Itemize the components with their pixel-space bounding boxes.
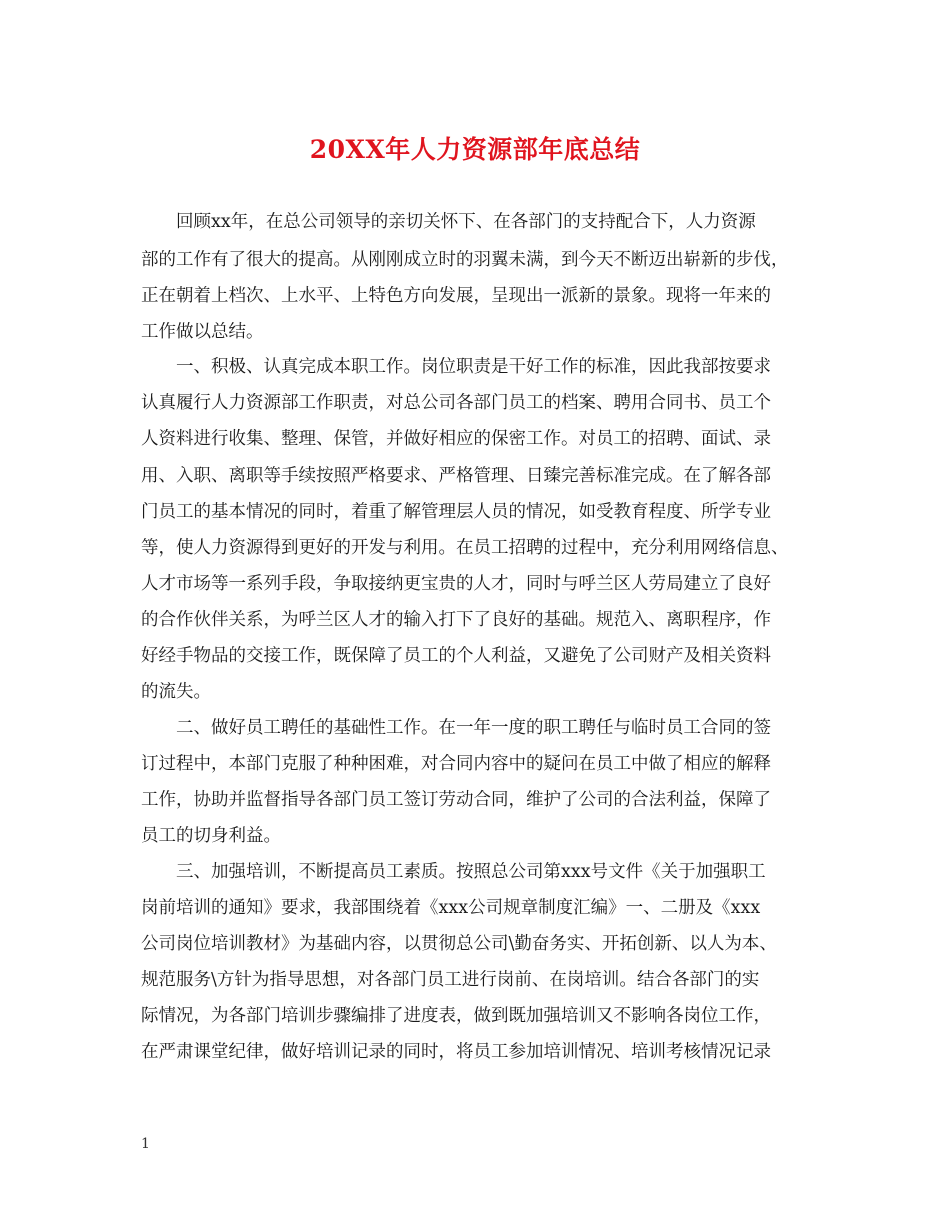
body-line: 在严肃课堂纪律，做好培训记录的同时，将员工参加培训情况、培训考核情况记录 xyxy=(141,1042,771,1062)
body-line: 员工的切身利益。 xyxy=(141,826,281,846)
body-line: 际情况，为各部门培训步骤编排了进度表，做到既加强培训又不影响各岗位工作， xyxy=(141,1006,771,1026)
body-line: 正在朝着上档次、上水平、上特色方向发展，呈现出一派新的景象。现将一年来的 xyxy=(141,286,771,306)
body-line: 好经手物品的交接工作，既保障了员工的个人利益，又避免了公司财产及相关资料 xyxy=(141,646,771,666)
body-line: 订过程中，本部门克服了种种困难，对合同内容中的疑问在员工中做了相应的解释 xyxy=(141,754,771,774)
body-line: 认真履行人力资源部工作职责，对总公司各部门员工的档案、聘用合同书、员工个 xyxy=(141,393,771,413)
body-line: 的流失。 xyxy=(141,682,211,702)
body-line: 工作，协助并监督指导各部门员工签订劳动合同，维护了公司的合法利益，保障了 xyxy=(141,790,771,810)
body-line: 工作做以总结。 xyxy=(141,322,264,342)
body-line: 公司岗位培训教材》为基础内容，以贯彻总公司\勤奋务实、开拓创新、以人为本、 xyxy=(141,934,777,954)
body-line: 人资料进行收集、整理、保管，并做好相应的保密工作。对员工的招聘、面试、录 xyxy=(141,429,771,449)
body-line: 部的工作有了很大的提高。从刚刚成立时的羽翼未满，到今天不断迈出崭新的步伐， xyxy=(141,250,789,270)
body-line: 等，使人力资源得到更好的开发与利用。在员工招聘的过程中，充分利用网络信息、 xyxy=(141,538,789,558)
body-line: 的合作伙伴关系，为呼兰区人才的输入打下了良好的基础。规范入、离职程序，作 xyxy=(141,610,771,630)
body-line: 一、积极、认真完成本职工作。岗位职责是干好工作的标准，因此我部按要求 xyxy=(176,357,771,377)
body-line: 回顾xx年，在总公司领导的亲切关怀下、在各部门的支持配合下，人力资源 xyxy=(176,212,756,232)
document-title: 20XX年人力资源部年底总结 xyxy=(309,135,641,164)
body-line: 规范服务\方针为指导思想，对各部门员工进行岗前、在岗培训。结合各部门的实 xyxy=(141,970,760,990)
body-line: 人才市场等一系列手段，争取接纳更宝贵的人才，同时与呼兰区人劳局建立了良好 xyxy=(141,574,771,594)
body-line: 门员工的基本情况的同时，着重了解管理层人员的情况，如受教育程度、所学专业 xyxy=(141,502,771,522)
page-number: 1 xyxy=(141,1136,150,1152)
body-line: 岗前培训的通知》要求，我部围绕着《xxx公司规章制度汇编》一、二册及《xxx xyxy=(141,898,761,918)
body-line: 三、加强培训，不断提高员工素质。按照总公司第xxx号文件《关于加强职工 xyxy=(176,862,766,882)
body-line: 二、做好员工聘任的基础性工作。在一年一度的职工聘任与临时员工合同的签 xyxy=(176,718,771,738)
body-line: 用、入职、离职等手续按照严格要求、严格管理、日臻完善标准完成。在了解各部 xyxy=(141,466,771,486)
